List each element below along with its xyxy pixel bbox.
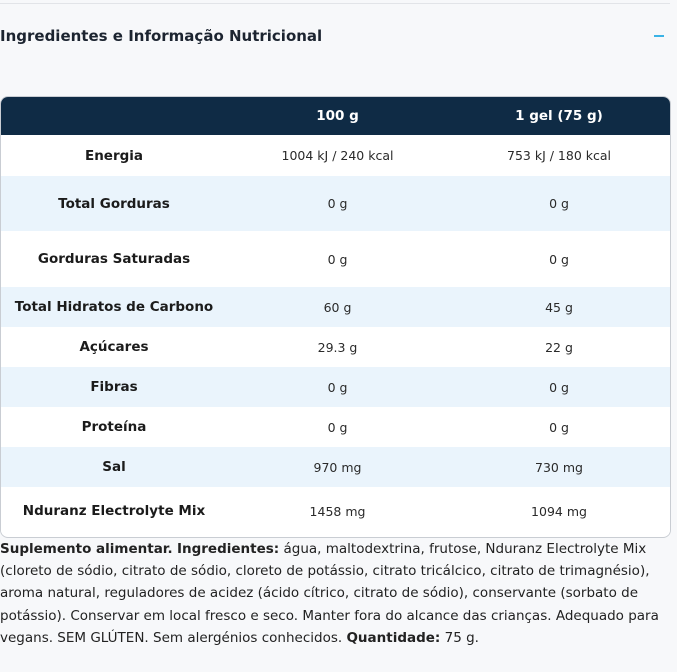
row-per-100g: 0 g xyxy=(327,419,348,435)
row-per-serving: 0 g xyxy=(549,251,569,267)
row-per-serving: 1094 mg xyxy=(531,503,587,519)
section-title: Ingredientes e Informação Nutricional xyxy=(0,27,323,45)
row-label: Sal xyxy=(102,459,126,475)
row-per-serving: 0 g xyxy=(549,379,569,395)
ingredients-notes xyxy=(0,538,672,649)
header-per-100g: 100 g xyxy=(316,108,359,124)
row-label: Energia xyxy=(84,147,144,164)
table-row xyxy=(1,135,670,176)
quantity-value: 75 g. xyxy=(444,629,479,646)
ingredients-label: Ingredientes: xyxy=(176,541,280,557)
table-header-row xyxy=(1,97,670,135)
row-label: Proteína xyxy=(81,419,147,435)
row-per-100g: 0 g xyxy=(327,251,348,267)
row-per-100g: 1004 kJ / 240 kcal xyxy=(281,148,394,163)
supplement-label: Suplemento alimentar. xyxy=(0,541,173,557)
row-label: Açúcares xyxy=(79,339,149,355)
row-per-serving: 22 g xyxy=(545,339,573,355)
row-label: Total Gorduras xyxy=(58,195,170,212)
row-per-100g: 970 mg xyxy=(313,459,362,475)
table-row xyxy=(1,287,670,327)
nutrition-table xyxy=(0,96,671,538)
accordion-header[interactable] xyxy=(0,22,670,50)
row-per-100g: 60 g xyxy=(323,299,352,315)
table-row xyxy=(1,231,670,287)
row-label: Fibras xyxy=(90,379,138,395)
ingredients-text: água, maltodextrina, frutose, Nduranz Electrolyte Mix (cloreto de sódio, citrato de sódio, cloreto de potássio, citrato tricálcico, citrato de trimagnésio), aroma natural, reguladores de acidez (ácido cítrico, citrato de sódio), conservante (sorbato de potássio). Conservar em local fresco e seco. Manter fora do alcance das crianças. Adequado para vegans. SEM GLÚTEN. Sem alergénios conhecidos. xyxy=(0,541,659,646)
table-row xyxy=(1,407,670,447)
header-label xyxy=(1,97,227,135)
minus-icon[interactable] xyxy=(654,35,664,37)
row-per-serving: 0 g xyxy=(549,196,569,211)
quantity-label: Quantidade: xyxy=(346,629,441,646)
row-per-serving: 730 mg xyxy=(535,459,583,475)
row-per-100g: 0 g xyxy=(327,379,348,395)
top-divider xyxy=(0,3,670,4)
row-per-100g: 1458 mg xyxy=(309,503,366,519)
row-label: Total Hidratos de Carbono xyxy=(14,299,214,315)
table-row xyxy=(1,487,670,535)
row-per-100g: 29.3 g xyxy=(317,339,358,355)
header-per-serving: 1 gel (75 g) xyxy=(515,108,603,124)
table-row xyxy=(1,367,670,407)
row-label: Nduranz Electrolyte Mix xyxy=(22,503,206,519)
table-row xyxy=(1,176,670,231)
table-row xyxy=(1,447,670,487)
row-per-serving: 45 g xyxy=(545,299,573,315)
row-label: Gorduras Saturadas xyxy=(37,251,191,267)
table-row xyxy=(1,327,670,367)
row-per-serving: 753 kJ / 180 kcal xyxy=(507,148,611,163)
row-per-100g: 0 g xyxy=(327,196,348,211)
row-per-serving: 0 g xyxy=(549,419,569,435)
